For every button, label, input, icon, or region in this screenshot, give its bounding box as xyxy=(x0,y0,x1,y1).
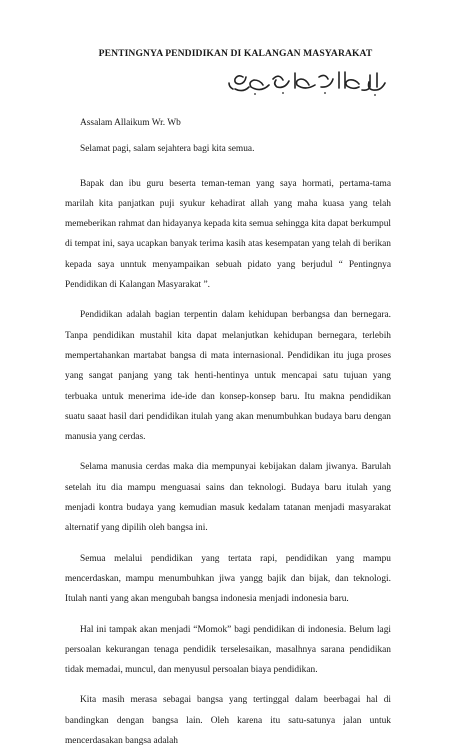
paragraph-6: Kita masih merasa sebagai bangsa yang tertinggal dalam beerbagai hal di bandingkan dengan bangsa lain. Oleh karena itu satu-satunya jalan untuk mencerdasakan bangsa adalah xyxy=(65,695,391,747)
paragraph-4: Semua melalui pendidikan yang tertata rapi, pendidikan yang mampu mencerdaskan, mampu menumbuhkan jiwa yangg bajik dan bijak, dan teknologi. Itulah nanti yang akan mengubah bangsa indonesia menjadi indonesia baru. xyxy=(65,553,391,605)
greeting-text: Assalam Allaikum Wr. Wb xyxy=(80,118,181,128)
paragraph-2: Pendidikan adalah bagian terpentin dalam kehidupan berbangsa dan bernegara. Tanpa pendidikan mustahil kita dapat melanjutkan kehidupan bernegara, terlebih mempertahankan martabat bangsa di mata internasional. Pendidikan itu juga proses yang sangat panjang yang tak henti-hentinya untuk mencapai satu tujuan yang terbuaka untuk menerima ide-ide dan konsep-konsep baru. Itu makna pendidikan suatu saaat hasil dari pendidikan itulah yang akan menumbuhkan budaya baru dengan manusia yang cerdas. xyxy=(65,310,391,443)
paragraph-1: Bapak dan ibu guru beserta teman-teman yang saya hormati, pertama-tama marilah kita panjatkan puji syukur kehadirat allah yang maha kuasa yang telah memeberikan rahmat dan hidayanya kepada kita semua sehingga kita dapat berkumpul di tempat ini, saya ucapkan banyak terima kasih atas kesempatan yang telah di berikan kepada saya unntuk menyampaikan sebuah pidato yang berjudul “ Pentingnya Pendidikan di Kalangan Masyarakat ”. xyxy=(65,178,391,291)
salutation-text: Selamat pagi, salam sejahtera bagi kita semua. xyxy=(80,144,255,155)
paragraph-5: Hal ini tampak akan menjadi “Momok” bagi pendidikan di indonesia. Belum lagi persoalan kekurangan tenaga pendidik terselesaikan, masalhnya sarana pendidikan tidak memadai, muncul, dan menyusul persoalan biaya pendidikan. xyxy=(65,624,391,676)
paragraph-3: Selama manusia cerdas maka dia mempunyai kebijakan dalam jiwanya. Barulah setelah itu dia mampu menguasai sains dan teknologi. Budaya baru itulah yang menjadi kontra budaya yang kemudian masuk kedalam tatanan menjadi masyarakat alternatif yang dipilih oleh bangsa ini. xyxy=(65,462,391,534)
basmalah-calligraphy xyxy=(225,69,390,99)
page-title: PENTINGNYA PENDIDIKAN DI KALANGAN MASYARAKAT xyxy=(98,48,373,59)
